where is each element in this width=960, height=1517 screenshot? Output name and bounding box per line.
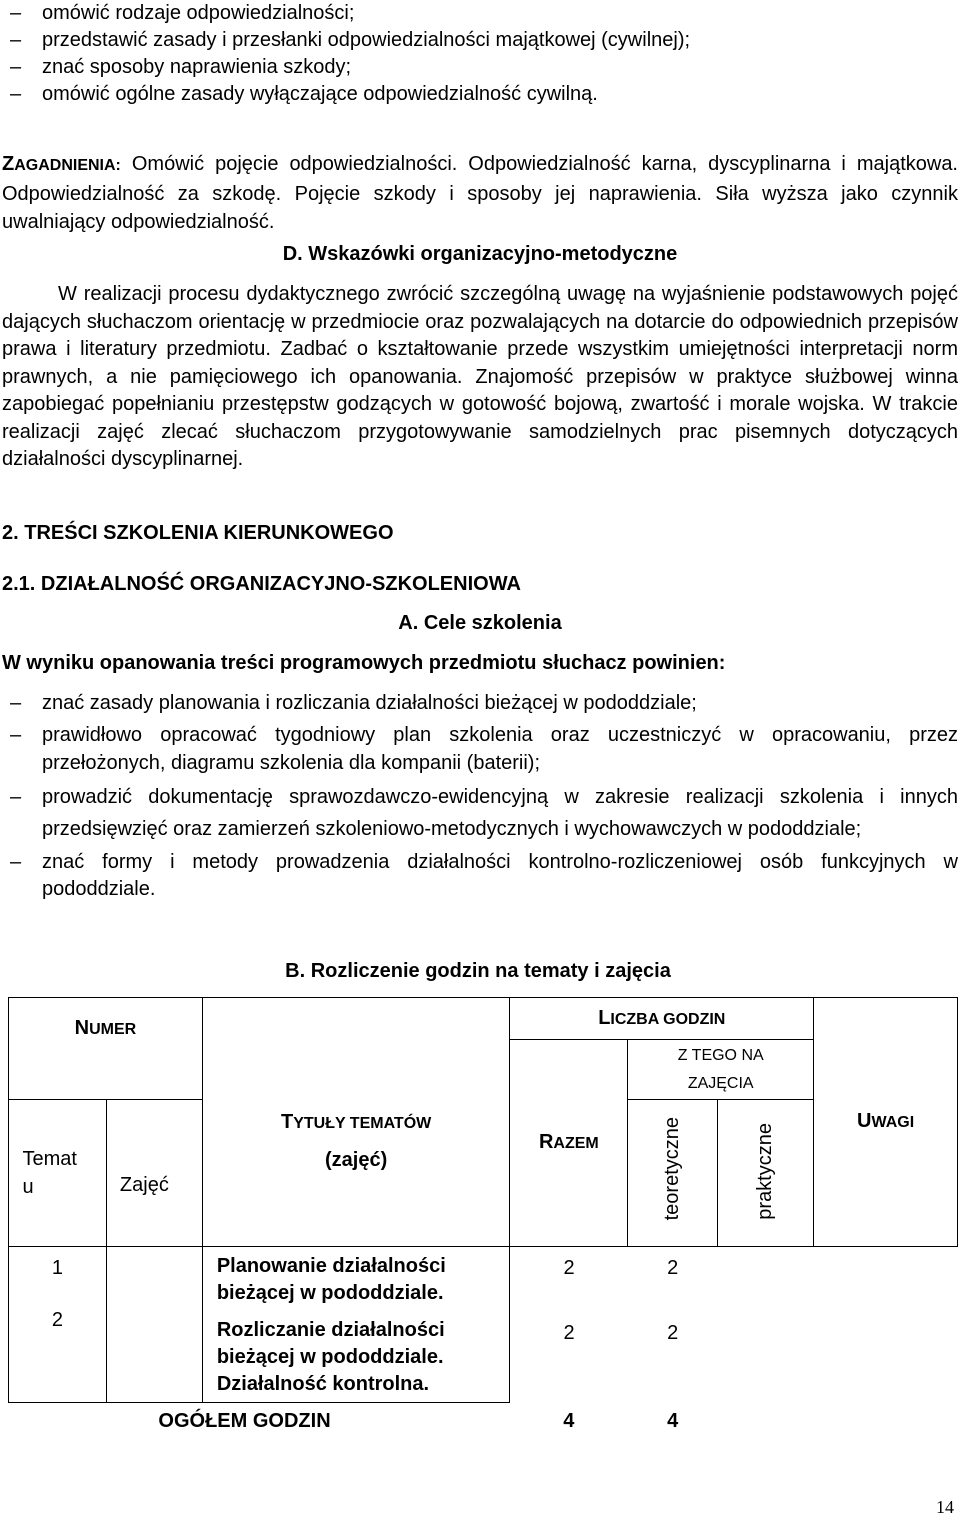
list-item: – prowadzić dokumentację sprawozdawczo-ewidencyjną w zakresie realizacji szkolenia i innych przedsięwzięć oraz zamierzeń szkoleniowo-metodycznych i wychowawczych w pododdziale; bbox=[10, 786, 958, 840]
heading-2-1: 2.1. DZIAŁALNOŚĆ ORGANIZACYJNO-SZKOLENIOWA bbox=[2, 573, 521, 595]
razem-cell: 2 2 bbox=[510, 1247, 628, 1403]
razem-header: RAZEM bbox=[510, 1040, 628, 1247]
hours-table bbox=[8, 997, 958, 1441]
objectives-list bbox=[0, 690, 958, 903]
zajec-header: Zajęć bbox=[106, 1100, 202, 1247]
list-item: – przedstawić zasady i przesłanki odpowiedzialności majątkowej (cywilnej); bbox=[10, 29, 691, 51]
total-spacer bbox=[9, 1403, 107, 1441]
uwagi-header: UWAGI bbox=[814, 998, 958, 1247]
total-razem: 4 bbox=[563, 1410, 575, 1432]
section-a-heading: A. Cele szkolenia bbox=[398, 612, 562, 634]
list-item: – znać zasady planowania i rozliczania działalności bieżącej w pododdziale; bbox=[10, 692, 697, 714]
tytuly-header: TYTUŁY TEMATÓW (zajęć) bbox=[202, 998, 510, 1247]
list-item: – prawidłowo opracować tygodniowy plan szkolenia oraz uczestniczyć w opracowaniu, przez przełożonych, diagramu szkolenia dla kompanii (baterii); bbox=[10, 724, 958, 774]
z-tego-header: Z TEGO NA ZAJĘCIA bbox=[628, 1040, 814, 1100]
page-number: 14 bbox=[936, 1497, 954, 1517]
praktyczne-cell bbox=[718, 1247, 814, 1403]
teoretyczne-header: teoretyczne bbox=[628, 1100, 718, 1247]
zagadnienia-paragraph bbox=[2, 150, 958, 236]
list-item: – omówić ogólne zasady wyłączające odpowiedzialność cywilną. bbox=[10, 83, 598, 105]
section-b-heading: B. Rozliczenie godzin na tematy i zajęcia bbox=[285, 960, 671, 982]
title-cell: Planowanie działalności bieżącej w pododdziale. Rozliczanie działalności bieżącej w pododdziale. Działalność kontrolna. bbox=[202, 1247, 510, 1403]
total-spacer-3 bbox=[814, 1403, 958, 1441]
temat-header: Temat u bbox=[9, 1100, 107, 1247]
numer-header: NUMER bbox=[9, 998, 203, 1100]
uwagi-cell bbox=[814, 1247, 958, 1403]
objectives-list-top bbox=[0, 0, 958, 108]
zagadnienia-label: ZAGADNIENIA: bbox=[2, 153, 121, 175]
total-label: OGÓŁEM GODZIN bbox=[106, 1403, 509, 1441]
list-item: – omówić rodzaje odpowiedzialności; bbox=[10, 2, 355, 24]
section-d-paragraph: W realizacji procesu dydaktycznego zwrócić szczególną uwagę na wyjaśnienie podstawowych pojęć dających słuchaczom orientację w przedmiocie oraz pozwalających na dotarcie do odpowiednich przepisów prawa i literatury przedmiotu. Zadbać o kształtowanie przede wszystkim umiejętności interpretacji norm prawnych, a nie pamięciowego ich opanowania. Znajomość przepisów w praktyce służbowej winna zapobiegać popełnianiu przestępstw godzących w gotowość bojową, zwartość i morale wojska. W trakcie realizacji zajęć zlecać słuchaczom przygotowywanie samodzielnych prac pisemnych dotyczących działalności dyscyplinarnej. bbox=[2, 283, 958, 470]
praktyczne-header: praktyczne bbox=[718, 1100, 814, 1247]
liczba-godzin-header: LICZBA GODZIN bbox=[510, 998, 814, 1040]
total-teoretyczne: 4 bbox=[667, 1410, 679, 1432]
total-spacer-2 bbox=[718, 1403, 814, 1441]
temat-cell: 1 2 bbox=[9, 1247, 107, 1403]
section-a-intro: W wyniku opanowania treści programowych przedmiotu słuchacz powinien: bbox=[2, 652, 726, 674]
teoretyczne-cell: 2 2 bbox=[628, 1247, 718, 1403]
list-item: – znać sposoby naprawienia szkody; bbox=[10, 56, 352, 78]
zagadnienia-text: Omówić pojęcie odpowiedzialności. Odpowiedzialność karna, dyscyplinarna i majątkowa. Odpowiedzialność za szkodę. Pojęcie szkody i sposoby jej naprawienia. Siła wyższa jako czynnik uwalniający odpowiedzialność. bbox=[2, 153, 958, 233]
zajec-cell bbox=[106, 1247, 202, 1403]
heading-2: 2. TREŚCI SZKOLENIA KIERUNKOWEGO bbox=[2, 522, 394, 544]
list-item: – znać formy i metody prowadzenia działalności kontrolno-rozliczeniowej osób funkcyjnych w pododdziale. bbox=[10, 851, 958, 900]
section-d-heading: D. Wskazówki organizacyjno-metodyczne bbox=[282, 243, 678, 265]
